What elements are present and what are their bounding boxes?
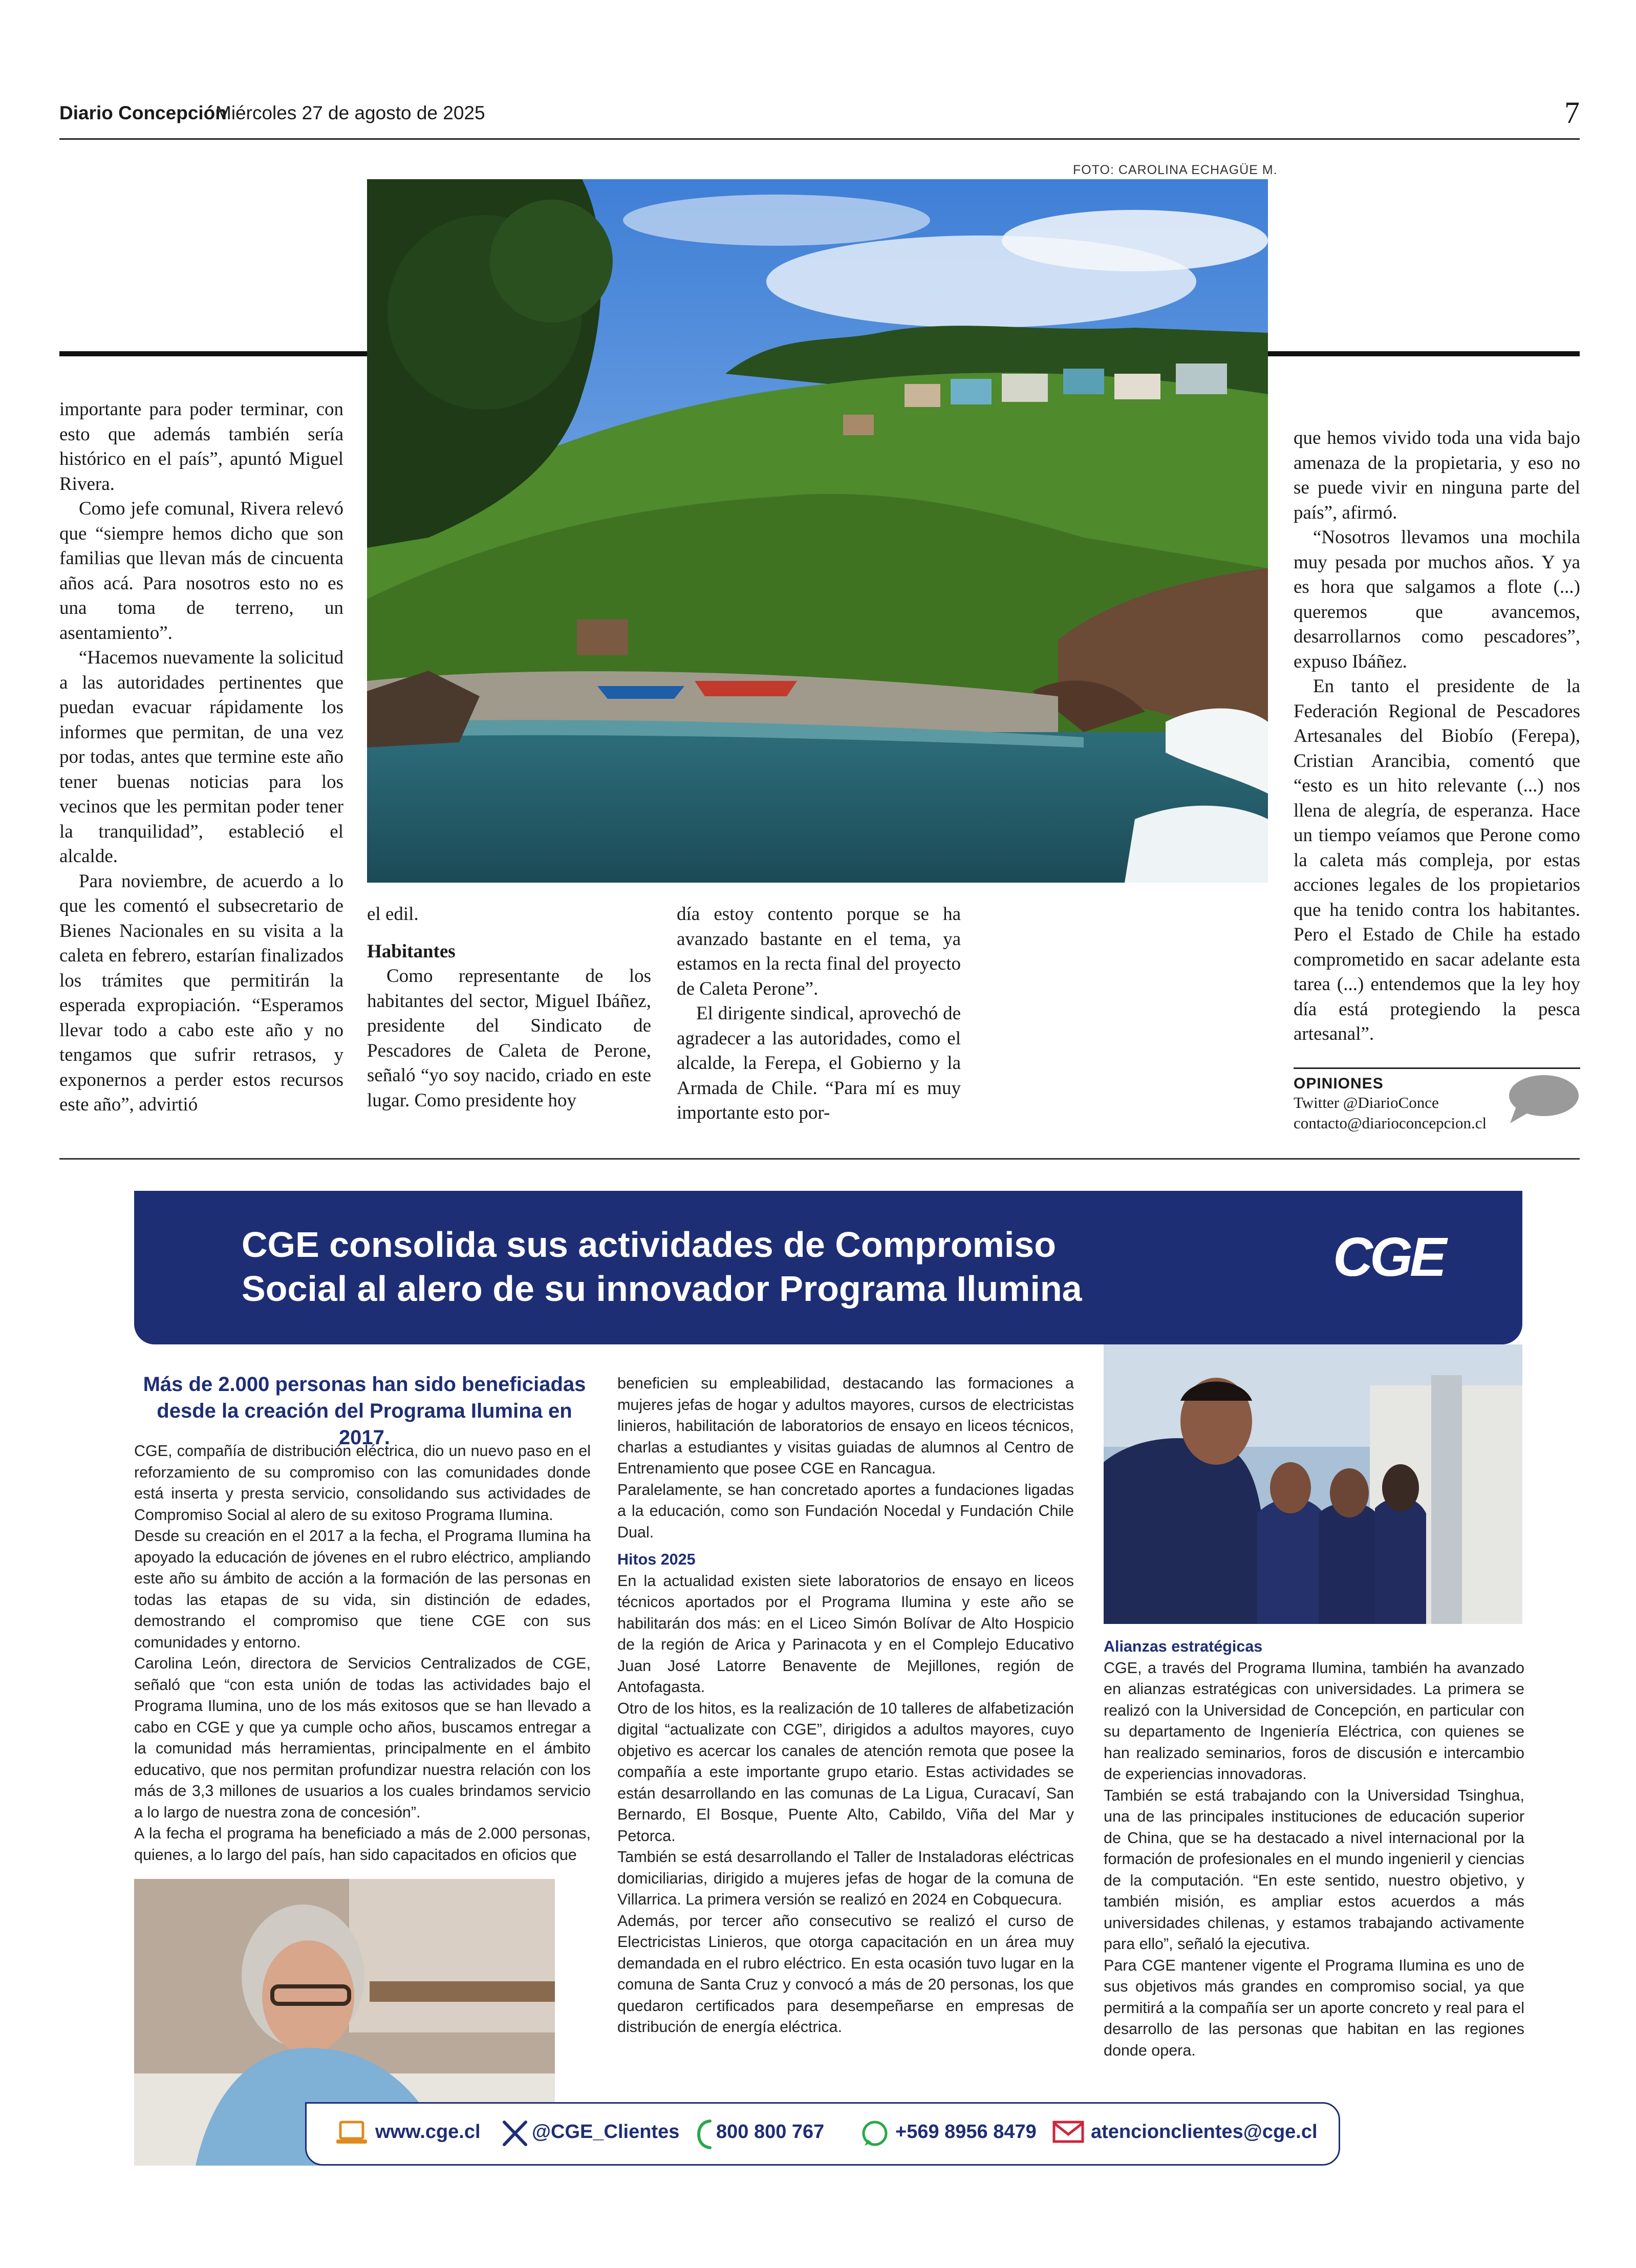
article-column-3 [677, 902, 961, 1126]
article-column-2 [367, 902, 651, 1113]
svg-text:CGE: CGE [1333, 1232, 1444, 1288]
section-rule-right [1268, 351, 1580, 356]
ad-paragraph: Desde su creación en el 2017 a la fecha, el Programa Ilumina ha apoyado la educación de jóvenes en el rubro eléctrico, ampliando este año su ámbito de acción a la formación de las personas en todas las etapas de su vida, sin distinción de edades, demostrando el compromiso que tiene CGE con sus comunidades y entorno. [134, 1527, 591, 1651]
laptop-icon [335, 2119, 368, 2150]
ad-column-1 [134, 1441, 591, 1866]
page-number: 7 [1564, 96, 1580, 130]
ad-paragraph: En la actualidad existen siete laboratorios de ensayo en liceos técnicos aportados por el Programa Ilumina y este año se habilitarán dos más: en el Liceo Simón Bolívar de Alto Hospicio de la región de Arica y Parinacota y en el Complejo Educativo Juan José Latorre Benavente de Mejillones, región de Antofagasta. [617, 1572, 1074, 1696]
email-link[interactable]: atencionclientes@cge.cl [1091, 2121, 1318, 2143]
paragraph: importante para poder terminar, con esto que además también sería histórico en el país”, apuntó Miguel Rivera. [59, 399, 343, 495]
speech-bubble-icon [1505, 1074, 1580, 1128]
ad-title-line: CGE consolida sus actividades de Compromiso [242, 1225, 1056, 1265]
ad-paragraph: Paralelamente, se han concretado aportes a fundaciones ligadas a la educación, como son Fundación Nocedal y Fundación Chile Dual. [617, 1481, 1074, 1541]
section-divider [59, 1158, 1580, 1160]
photo-credit: FOTO: CAROLINA ECHAGÜE M. [1073, 163, 1278, 177]
ad-subheading: Hitos 2025 [617, 1551, 696, 1568]
email-icon [1052, 2119, 1085, 2147]
section-rule-left [59, 351, 367, 356]
contact-bar [305, 2102, 1340, 2166]
cge-logo [1333, 1232, 1466, 1291]
page-header [59, 96, 1580, 140]
ad-column-3 [1104, 1636, 1524, 2061]
ad-title [242, 1223, 1265, 1311]
ad-title-line: Social al alero de su innovador Programa Ilumina [242, 1269, 1082, 1309]
ad-banner [134, 1191, 1522, 1344]
phone-icon [696, 2119, 716, 2152]
ad-column-2 [617, 1373, 1074, 2038]
caleta-photo [367, 179, 1268, 883]
paragraph: En tanto el presidente de la Federación Regional de Pescadores Artesanales del Biobío (Ferepa), Cristian Arancibia, comentó que “esto es un hito relevante (...) nos llena de alegría, de esperanza. Hace un tiempo veíamos que Perone como la caleta más compleja, por estas acciones legales de los propietarios que ha tenido contra los habitantes. Pero el Estado de Chile ha estado comprometido en sacar adelante esta tarea (...) entendemos que la ley hoy día está protegiendo la pesca artesanal”. [1294, 676, 1580, 1044]
paragraph: día estoy contento porque se ha avanzado bastante en el tema, ya estamos en la recta final del proyecto de Caleta Perone”. [677, 904, 961, 999]
article-column-4 [1294, 426, 1580, 1047]
x-icon [501, 2119, 529, 2150]
whatsapp-icon [859, 2119, 890, 2152]
paragraph: “Nosotros llevamos una mochila muy pesada por muchos años. Y ya es hora que salgamos a flote (...) queremos que avancemos, desarrollarnos como pescadores”, expuso Ibáñez. [1294, 527, 1580, 672]
ad-paragraph: También se está trabajando con la Universidad Tsinghua, una de las principales instituciones de educación superior de China, que se ha destacado a nivel internacional por la formación de profesionales en el mundo ingenieril y ciencias de la computación. “En este sentido, nuestro objetivo, y también misión, es ampliar estos acuerdos a más universidades chilenas, y estamos trabajando activamente para ello”, señaló la ejecutiva. [1104, 1786, 1524, 1953]
ad-paragraph: beneficien su empleabilidad, destacando las formaciones a mujeres jefas de hogar y adultos mayores, cursos de electricistas linieros, habilitación de laboratorios de ensayo en liceos técnicos, charlas a estudiantes y visitas guiadas de alumnos al Centro de Entrenamiento que posee CGE en Rancagua. [617, 1375, 1074, 1477]
x-handle-link[interactable]: @CGE_Clientes [532, 2121, 680, 2143]
subheading: Habitantes [367, 940, 456, 962]
paragraph: El dirigente sindical, aprovechó de agradecer a las autoridades, como el alcalde, la Ferepa, el Gobierno y la Armada de Chile. “Para mí es muy importante esto por- [677, 1003, 961, 1123]
ad-paragraph: CGE, compañía de distribución eléctrica, dio un nuevo paso en el reforzamiento de su compromiso con las comunidades donde está inserta y presta servicio, consolidando sus actividades de Compromiso Social al alero de su exitoso Programa Ilumina. [134, 1442, 591, 1524]
paragraph: que hemos vivido toda una vida bajo amenaza de la propietaria, y eso no se puede vivir en ninguna parte del país”, afirmó. [1294, 427, 1580, 523]
paragraph: “Hacemos nuevamente la solicitud a las autoridades pertinentes que puedan evacuar rápidamente los informes que permitan, de una vez por todas, antes que termine este año tener buenas noticias para los vecinos que les permitan poder tener la tranquilidad”, estableció el alcalde. [59, 647, 343, 867]
paragraph: Para noviembre, de acuerdo a lo que les comentó el subsecretario de Bienes Nacionales en su visita a la caleta en febrero, estarían finalizados los trámites que permitirán la esperada expropiación. “Esperamos llevar todo a cabo este año y no tengamos que sufrir retrasos, y exponernos a perder estos recursos este año”, advirtió [59, 870, 343, 1115]
website-link[interactable]: www.cge.cl [375, 2121, 481, 2143]
opinions-title: OPINIONES [1294, 1075, 1384, 1092]
phone-number[interactable]: 800 800 767 [716, 2121, 825, 2143]
ad-lead: Más de 2.000 personas han sido beneficiadas desde la creación del Programa Ilumina en 2017. [143, 1373, 586, 1449]
paragraph: Como jefe comunal, Rivera relevó que “siempre hemos dicho que son familias que llevan más de cincuenta años acá. Para nosotros esto no es una toma de terreno, un asentamiento”. [59, 498, 343, 644]
ad-paragraph: A la fecha el programa ha beneficiado a más de 2.000 personas, quienes, a lo largo del país, han sido capacitados en oficios que [134, 1825, 591, 1864]
opinions-email[interactable]: contacto@diarioconcepcion.cl [1294, 1114, 1487, 1132]
ad-subheading: Alianzas estratégicas [1104, 1638, 1263, 1655]
whatsapp-number[interactable]: +569 8956 8479 [895, 2121, 1037, 2143]
ad-paragraph: Otro de los hitos, es la realización de 10 talleres de alfabetización digital “actualizate con CGE”, dirigidos a adultos mayores, cuyo objetivo es acercar los canales de atención remota que posee la compañía a este importante grupo etario. Estas actividades se están desarrollando en las comunas de La Ligua, Curacaví, San Bernardo, El Bosque, Puente Alto, Cabildo, Viña del Mar y Petorca. [617, 1699, 1074, 1845]
ad-paragraph: CGE, a través del Programa Ilumina, también ha avanzado en alianzas estratégicas con universidades. La primera se realizó con la Universidad de Concepción, en particular con su departamento de Ingeniería Eléctrica, con quienes se han realizado seminarios, foros de discusión e intercambio de experiencias innovadoras. [1104, 1659, 1524, 1783]
ad-paragraph: También se está desarrollando el Taller de Instaladoras eléctricas domiciliarias, dirigido a mujeres jefas de hogar de la comuna de Villarrica. La primera versión se realizó en 2024 en Cobquecura. [617, 1848, 1074, 1908]
paragraph: el edil. [367, 904, 419, 925]
students-photo [1104, 1344, 1522, 1624]
ad-paragraph: Carolina León, directora de Servicios Centralizados de CGE, señaló que “con esta unión de todas las actividades bajo el Programa Ilumina, uno de los más exitosos que se han llevado a cabo en CGE y que ya cumple ocho años, buscamos entregar a la comunidad más herramientas, principalmente en el ámbito educativo, que nos permitan profundizar nuestra relación con los más de 3,3 millones de usuarios a los cuales brindamos servicio a lo largo de nuestra zona de concesión”. [134, 1655, 591, 1821]
newspaper-name: Diario Concepción [59, 102, 227, 123]
issue-date: Miércoles 27 de agosto de 2025 [216, 102, 485, 123]
paragraph: Como representante de los habitantes del sector, Miguel Ibáñez, presidente del Sindicato de Pescadores de Caleta de Perone, señaló “yo soy nacido, criado en este lugar. Como presidente hoy [367, 966, 651, 1111]
opinions-twitter[interactable]: Twitter @DiarioConce [1294, 1094, 1439, 1111]
article-column-1 [59, 397, 343, 1118]
ad-paragraph: Además, por tercer año consecutivo se realizó el curso de Electricistas Linieros, que otorga capacitación en un área muy demandada en el rubro eléctrico. En esta ocasión tuvo lugar en la comuna de Santa Cruz y convocó a más de 20 personas, los que quedaron certificados para desempeñarse en empresas de distribución de energía eléctrica. [617, 1912, 1074, 2036]
ad-paragraph: Para CGE mantener vigente el Programa Ilumina es uno de sus objetivos más grandes en compromiso social, ya que permitirá a la compañía ser un aporte concreto y real para el desarrollo de las personas que habitan en las regiones donde opera. [1104, 1956, 1524, 2059]
